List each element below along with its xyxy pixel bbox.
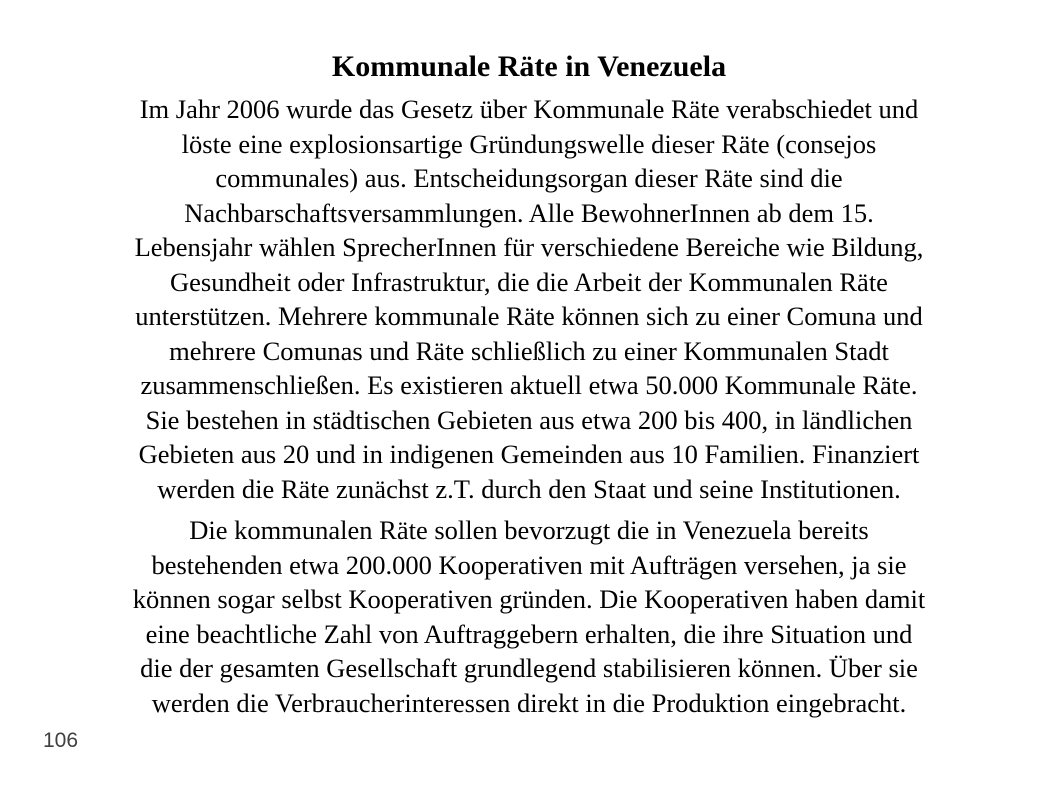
- text-line: werden die Verbraucherinteressen direkt in die Produktion eingebracht.: [151, 687, 907, 718]
- text-line: werden die Räte zunächst z.T. durch den Staat und seine Institutionen.: [157, 473, 901, 504]
- text-line: bestehenden etwa 200.000 Kooperativen mit Aufträgen versehen, ja sie: [151, 549, 907, 580]
- text-line: können sogar selbst Kooperativen gründen. Die Kooperativen haben damit: [132, 584, 926, 614]
- text-line: unterstützen. Mehrere kommunale Räte können sich zu einer Comuna und: [135, 301, 923, 331]
- paragraph-1: [40, 92, 1018, 506]
- text-line: löste eine explosionsartige Gründungswelle dieser Räte (consejos: [181, 128, 877, 159]
- text-line: Im Jahr 2006 wurde das Gesetz über Kommunale Räte verabschiedet und: [139, 94, 919, 124]
- text-line: Gesundheit oder Infrastruktur, die die Arbeit der Kommunalen Räte: [170, 266, 888, 297]
- text-line: die der gesamten Gesellschaft grundlegend stabilisieren können. Über sie: [140, 653, 918, 683]
- slide-title: Kommunale Räte in Venezuela: [331, 50, 727, 83]
- text-line: Sie bestehen in städtischen Gebieten aus etwa 200 bis 400, in ländlichen: [145, 404, 913, 435]
- text-line: mehrere Comunas und Räte schließlich zu einer Kommunalen Stadt: [169, 335, 889, 366]
- text-line: Lebensjahr wählen SprecherInnen für verschiedene Bereiche wie Bildung,: [134, 232, 924, 262]
- text-line: Die kommunalen Räte sollen bevorzugt die in Venezuela bereits: [189, 515, 869, 545]
- page-number: 106: [43, 729, 79, 752]
- slide-body: [40, 92, 1018, 720]
- text-line: zusammenschließen. Es existieren aktuell etwa 50.000 Kommunale Räte.: [140, 370, 918, 400]
- text-line: Nachbarschaftsversammlungen. Alle BewohnerInnen ab dem 15.: [184, 197, 874, 228]
- paragraph-spacer: [40, 506, 1018, 513]
- paragraph-2: [40, 513, 1018, 720]
- text-line: communales) aus. Entscheidungsorgan dieser Räte sind die: [215, 163, 843, 193]
- text-line: Gebieten aus 20 und in indigenen Gemeinden aus 10 Familien. Finanziert: [138, 439, 920, 469]
- text-line: eine beachtliche Zahl von Auftraggebern erhalten, die ihre Situation und: [145, 618, 913, 649]
